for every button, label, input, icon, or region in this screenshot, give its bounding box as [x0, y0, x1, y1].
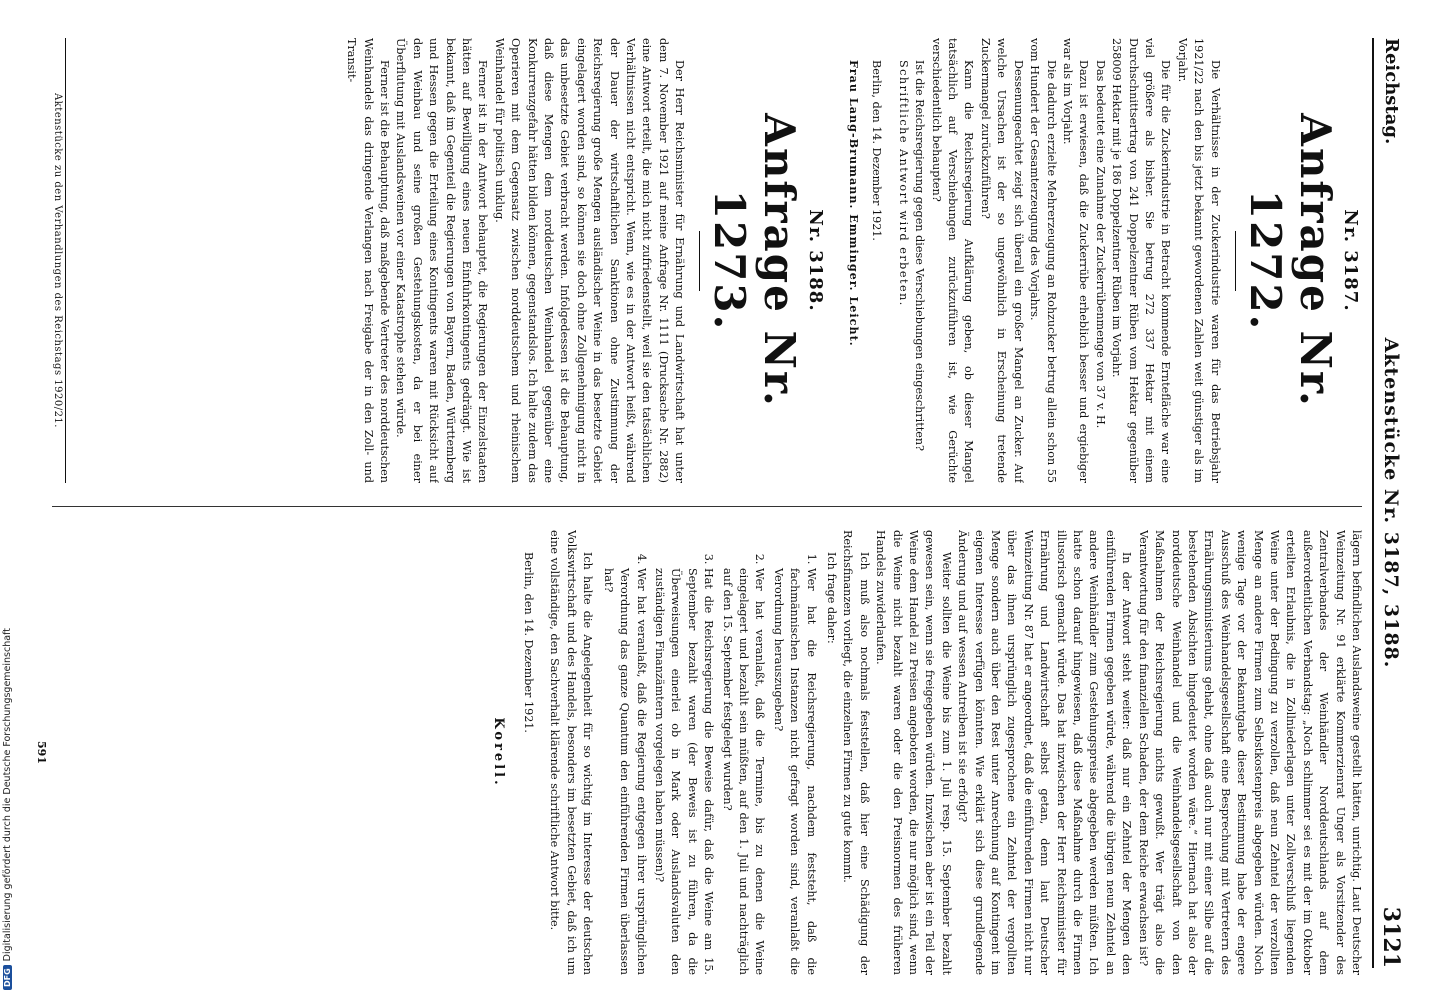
column-divider	[52, 506, 1362, 507]
credit-text: Digitalisierung gefördert durch die Deutsche Forschungsgemeinschaft	[2, 628, 13, 962]
inquiry-title: Anfrage Nr. 1272.	[1240, 113, 1340, 408]
paragraph: Ferner ist die Behauptung, daß maßgebende Vertreter des norddeutschen Weinhandels das dringende Verlangen nach Freigabe der in den Zoll- und Transit-	[345, 38, 391, 483]
list-item: 1. Wer hat die Reichsregierung, nachdem feststeht, daß die fachmännischen Instanzen nicht gefragt worden sind, veranlaßt die Verordnung herauszugeben?	[769, 568, 818, 975]
signatory: Korell.	[490, 717, 506, 788]
date-line: Berlin, den 14. Dezember 1921.	[522, 552, 536, 733]
paragraph: Der Herr Reichsminister für Ernährung und Landwirtschaft hat unter dem 7. November 1921 auf meine Anfrage Nr. 1111 (Drucksache Nr. 2882) eine Antwort erteilt, die mich nicht zufriedenstellt, weil sie den tatsächlichen Verhältnissen nicht entspricht. Wenn, wie es in der Antwort heißt, während der Dauer der wirtschaftlichen Sanktionen ohne Zustimmung der Reichsregierung große Mengen ausländischer Weine in das besetzte Gebiet eingelagert worden sind, so können sie doch ohne Zollgenehmigung nicht in das unbesetzte Gebiet verbracht werden. Infolgedessen ist die Behauptung, daß diese Mengen dem norddeutschen Weinhandel gegenüber eine Konkurrenzgefahr hätten bilden können, gegenstandslos. Ich halte zudem das Operieren mit dem Gegensatz zwischen norddeutschem und rheinischem Weinhandel für politisch unklug.	[492, 38, 687, 483]
paragraph: Ich muß also nochmals feststellen, daß hier eine Schädigung der Reichsfinanzen vorliegt, die einzelnen Firmen zu gute kommt.	[841, 530, 871, 975]
dfg-logo-icon: DFG	[3, 965, 12, 990]
left-column	[74, 38, 1364, 483]
paragraph: Dessenungeachtet zeigt sich überall ein großer Mangel an Zucker. Auf welche Ursachen ist der so ungewöhnlich in Erscheinung tretende Zuckermangel zurückzuführen?	[978, 38, 1025, 483]
paragraph: In der Antwort steht weiter: daß nur ein Zehntel der Mengen den einführenden Firmen gegeben würde, während die übrigen neun Zehntel an andere Weinhändler zum Gestehungspreise abgegeben werden müßten. Ich hatte schon darauf hingewiesen, daß diese Maßnahme durch die Firmen illusorisch gemacht würde. Das hat inzwischen der Herr Reichsminister für Ernährung und Landwirtschaft selbst getan, denn laut Deutscher Weinzeitung Nr. 87 hat er angeordnet, daß die einführenden Firmen nicht nur über das ihnen ursprünglich zugesprochene ein Zehntel der vergollten Menge sondern auch über den Rest unter Anrechnung auf Kontingent im eigenen Interesse verfügen könnten. Wie erklärt sich diese grundlegende Änderung und auf wessen Antreiben ist sie erfolgt?	[956, 530, 1134, 975]
document-number: Nr. 3188.	[804, 209, 826, 312]
list-item: 3. Hat die Reichsregierung die Beweise dafür, daß die Weine am 15. September bezahlt waren (der Beweis ist zu führen, da die Überweisungen einerlei ob in Mark oder Auslandsvaluten den zuständigen Finanzämtern vorgelegen haben müssen)?	[651, 568, 717, 975]
inquiry-title: Anfrage Nr. 1273.	[705, 113, 805, 408]
title-rule	[699, 231, 700, 291]
page-header	[1372, 38, 1404, 968]
digitization-credit	[2, 0, 16, 990]
paragraph: Weiter sollten die Weine bis zum 1. Juli resp. 15. September bezahlt gewesen sein, wenn sie freigegeben würden. Inzwischen aber ist ein Teil der Weine dem Handel zu Preisen angeboten worden, die nur möglich sind, wenn die Weine nicht bezahlt waren oder die den Preisnormen des früheren Handels zuwiderlaufen.	[874, 530, 953, 975]
paragraph: Ist die Reichsregierung gegen diese Verschiebungen eingeschritten?	[913, 60, 927, 452]
list-item: 2. Wer hat veranlaßt, daß die Termine, bis zu denen die Weine eingelagert und bezahlt sein müßten, auf den 1. Juli und nachträglich auf den 15. September festgelegt wurden?	[718, 568, 767, 975]
paragraph: Dazu ist erwiesen, daß die Zuckerrübe erheblich besser und ergiebiger war als im Vorjahr.	[1060, 38, 1091, 483]
header-page-number: 3121	[1378, 906, 1404, 968]
header-center: Aktenstücke Nr. 3187, 3188.	[1380, 337, 1402, 669]
right-column	[74, 530, 1364, 975]
paragraph: Die dadurch erzielte Mehrerzeugung an Rohzucker betrug allein schon 55 vom Hundert der Gesamterzeugung des Vorjahrs.	[1028, 38, 1058, 483]
question-list	[599, 530, 818, 975]
paragraph: Das bedeutet eine Zunahme der Zuckerrübenmenge von 37 v. H.	[1093, 60, 1107, 429]
title-rule	[1235, 231, 1236, 291]
footer-note: Aktenstücke zu den Verhandlungen des Reichstags 1920/21.	[52, 38, 66, 483]
footer-page-number: 591	[35, 741, 48, 764]
paragraph: Die für die Zuckerindustrie in Betracht kommende Erntefläche war eine viel größere als bisher. Sie betrug 272 337 Hektar mit einem Durchschnittsertrag von 241 Doppelzentner Rüben vom Hektar gegenüber 258009 Hektar mit je 186 Doppelzentner Rüben im Vorjahr.	[1110, 38, 1173, 483]
paragraph: lägern befindlichen Auslandsweine gestellt hätten, unrichtig. Laut Deutscher Weinzeitung Nr. 91 erklärte Kommerzienrat Unger als Vorsitzender des Zentralverbandes der Weinhändler Norddeutschlands auf dem außerordentlichen Verbandstag: „Noch schlimmer sei es mit der im Oktober erteilten Erlaubnis, die in Zollniederlagen unter Zollverschluß liegenden Weine unter der Bedingung zu verzollen, daß neun Zehntel der verzollten Menge an andere Firmen zum Selbstkostenpreis abgegeben würden. Noch wenige Tage vor der Bekanntgabe dieser Bestimmung habe der engere Ausschuß des Weinhandelsgesellschaft eine Besprechung mit Vertretern des Ernährungsministeriums gehabt, ohne daß auch nur mit einer Silbe auf die bestehenden Absichten hingedeutet worden wäre.“ Hiernach hat also der norddeutsche Weinhandel und die Weinhandelsgesellschaft von den Maßnahmen der Reichsregierung nichts gewußt. Wer trägt also die Verantwortung für den finanziellen Schaden, der dem Reiche erwachsen ist?	[1136, 530, 1363, 975]
header-left: Reichstag.	[1381, 38, 1402, 145]
document-number: Nr. 3187.	[1340, 209, 1361, 312]
paragraph: Ich frage daher:	[825, 552, 838, 644]
signatories-names: Frau Lang-Brumann. Emminger. Leicht.	[847, 60, 862, 347]
signatories	[845, 38, 862, 483]
list-item: 4. Wer hat veranlaßt, daß die Regierung entgegen ihrer ursprünglichen Verordnung das ganze Quantum den einführenden Firmen überlassen hat?	[599, 568, 648, 975]
paragraph: Kann die Reichsregierung Aufklärung geben, ob dieser Mangel tatsächlich auf Verschiebungen zurückzuführen ist, wie Gerüchte verschiedentlich behaupten?	[929, 38, 976, 483]
paragraph: Ferner ist in der Antwort behauptet, die Regierungen der Einzelstaaten hätten auf Bewilligung eines neuen Einfuhrkontingents gedrängt. Wie ist bekannt, daß im Gegenteil die Regierungen von Bayern, Baden, Württemberg und Hessen gegen die Erteilung eines Kontingents waren mit Rücksicht auf den Weinbau und seine großen Gestehungskosten, da er bei einer Überflutung mit Auslandsweinen vor einer Katastrophe stehen würde.	[394, 38, 490, 483]
paragraph: Ich halte die Angelegenheit für so wichtig im Interesse der deutschen Volkswirtschaft und des Handels, besonders im besetzten Gebiet, daß ich um eine vollständige, den Sachverhalt klärende schriftliche Antwort bitte.	[548, 530, 595, 975]
paragraph: Die Verhältnisse in der Zuckerindustrie waren für das Betriebsjahr 1921/22 nach den bis jetzt bekannt gewordenen Zahlen weit günstiger als im Vorjahr.	[1175, 38, 1222, 483]
date-line: Berlin, den 14. Dezember 1921.	[870, 60, 884, 241]
paragraph: Schriftliche Antwort wird erbeten.	[896, 60, 910, 307]
